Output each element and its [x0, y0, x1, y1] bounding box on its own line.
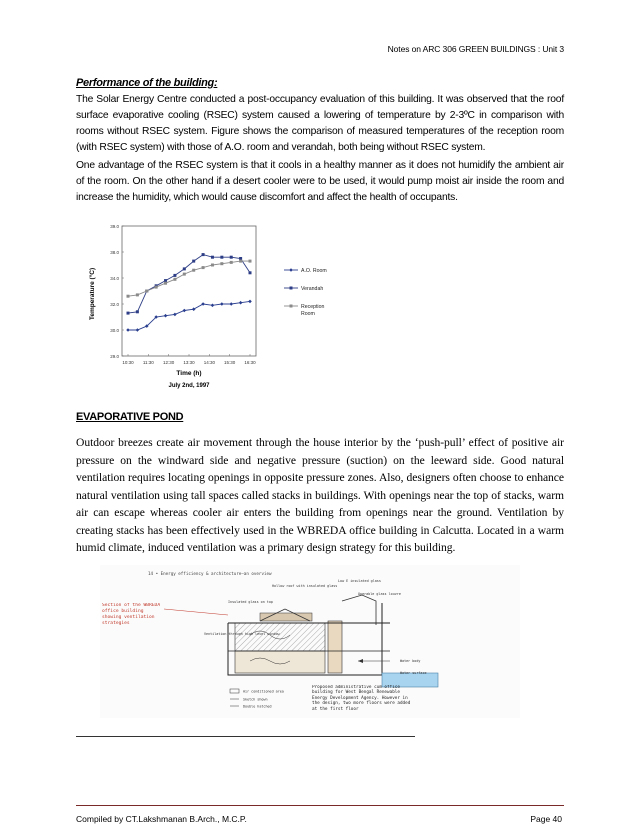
data-point	[220, 262, 223, 265]
label-water-surface: Water surface	[400, 671, 427, 675]
x-tick-label: 14:30	[203, 360, 215, 365]
x-tick-label: 12:30	[163, 360, 175, 365]
data-point	[202, 266, 205, 269]
y-axis-label: Temperature (°C)	[89, 267, 96, 321]
label-hollow-roof: Hollow roof with insulated glass	[272, 584, 338, 588]
legend-hatched: Double hatched	[243, 704, 272, 709]
data-point	[192, 307, 196, 311]
data-point	[164, 282, 167, 285]
diagram-caption: Proposed administrative cum office building for West Bengal Renewable Energy Development Agency. However in the design, two more floors were added at the first floor	[312, 685, 411, 712]
section-heading-evaporative-pond: EVAPORATIVE POND	[76, 411, 184, 423]
footer-author: Compiled by CT.Lakshmanan B.Arch., M.C.P.	[76, 814, 247, 824]
legend-marker	[289, 268, 293, 272]
footnote-rule	[76, 736, 415, 737]
data-point	[249, 271, 252, 274]
data-point	[192, 260, 195, 263]
temperature-chart	[74, 222, 340, 398]
y-tick-label: 39.0	[110, 224, 119, 229]
data-point	[230, 256, 233, 259]
data-point	[127, 295, 130, 298]
x-tick-label: 16:30	[244, 360, 256, 365]
x-axis-label: Time (h)	[176, 370, 202, 377]
data-point	[192, 269, 195, 272]
label-water-body: Water body	[400, 659, 421, 663]
x-tick-label: 10:30	[122, 360, 134, 365]
data-point	[173, 274, 176, 277]
data-point	[183, 267, 186, 270]
x-tick-label: 11:30	[142, 360, 154, 365]
legend-air-conditioned: Air conditioned area	[243, 689, 284, 694]
y-tick-label: 34.0	[110, 276, 119, 281]
data-point	[211, 304, 215, 308]
data-point	[173, 313, 177, 317]
footer-rule	[76, 805, 564, 806]
y-tick-label: 32.0	[110, 302, 119, 307]
section-heading-performance: Performance of the building:	[76, 77, 218, 89]
data-point	[136, 328, 140, 332]
y-tick-label: 30.0	[110, 328, 119, 333]
legend-label: Verandah	[301, 286, 324, 292]
data-point	[136, 293, 139, 296]
data-point	[220, 302, 224, 306]
data-point	[127, 312, 130, 315]
data-point	[136, 310, 139, 313]
y-tick-label: 38.0	[110, 250, 119, 255]
legend-marker	[290, 287, 293, 290]
legend-marker	[290, 305, 293, 308]
paragraph-rsec-evaluation: The Solar Energy Centre conducted a post-occupancy evaluation of this building. It was observed that the roof surface evaporative cooling (RSEC) system caused a lowering of temperature by 2-3ºC in comparison with rooms without RSEC system. Figure shows the comparison of measured temperatures of the reception room (with RSEC system) with those of A.O. room and verandah, both being without RSEC system.	[76, 94, 564, 153]
data-point	[173, 278, 176, 281]
data-point	[211, 264, 214, 267]
data-point	[183, 309, 187, 313]
plot-area	[122, 226, 256, 356]
data-point	[201, 302, 205, 306]
data-point	[229, 302, 233, 306]
label-low-e-glass: Low E insulated glass	[338, 579, 381, 583]
label-operable-louvre: Operable glass louvre	[358, 592, 401, 596]
paragraph-rsec-advantage: One advantage of the RSEC system is that it cools in a healthy manner as it does not humidify the ambient air of the room. On the other hand if a desert cooler were to be used, it would pump moist air inside the room and increase the humidity, which would cause discomfort and affect the health of occupants.	[76, 160, 564, 203]
chart-series-group	[126, 253, 252, 332]
legend-label: A.O. Room	[301, 268, 327, 274]
diagram-side-label: Section of the WBREDA office building showing ventilation strategies	[102, 603, 161, 626]
data-point	[202, 253, 205, 256]
diagram-top-label: 14 • Energy efficiency & architecture—an overview	[148, 571, 272, 576]
label-insulated-glass: Insulated glass on top	[228, 600, 273, 604]
data-point	[145, 290, 148, 293]
data-point	[164, 314, 168, 318]
data-point	[211, 256, 214, 259]
data-point	[183, 273, 186, 276]
paragraph-natural-ventilation: Outdoor breezes create air movement through the house interior by the ‘push-pull’ effect of positive air pressure on the windward side and negative pressure (suction) on the leeward side. Good natural ventilation requires locating openings in opposite pressure zones. Also, designers often choose to enhance natural ventilation using tall spaces called stacks in buildings. With openings near the top of stacks, warm air can escape whereas cooler air enters the building from openings near the ground. Ventilation by creating stacks has been effectively used in the WBREDA office building in Calcutta. Located in a warm humid climate, induced ventilation was a primary design strategy for this building.	[76, 436, 564, 554]
footer-page-number: Page 40	[530, 814, 562, 824]
y-tick-label: 29.0	[110, 354, 119, 359]
chart-legend	[284, 268, 327, 317]
legend-label: Reception Room	[301, 304, 325, 317]
x-tick-label: 13:30	[183, 360, 195, 365]
page-header: Notes on ARC 306 GREEN BUILDINGS : Unit 3	[387, 44, 564, 54]
data-point	[249, 260, 252, 263]
x-tick-label: 15:30	[224, 360, 236, 365]
data-point	[155, 286, 158, 289]
data-point	[220, 256, 223, 259]
data-point	[230, 261, 233, 264]
data-point	[239, 301, 243, 305]
data-point	[126, 328, 130, 332]
data-point	[239, 257, 242, 260]
data-point	[164, 279, 167, 282]
data-point	[248, 300, 252, 304]
wbreda-section-diagram	[100, 565, 520, 718]
legend-sketch: Sketch shown	[243, 697, 268, 702]
label-high-level-window: Ventilation through high level window	[204, 632, 280, 636]
chart-caption: July 2nd, 1997	[168, 383, 210, 389]
data-point	[239, 260, 242, 263]
